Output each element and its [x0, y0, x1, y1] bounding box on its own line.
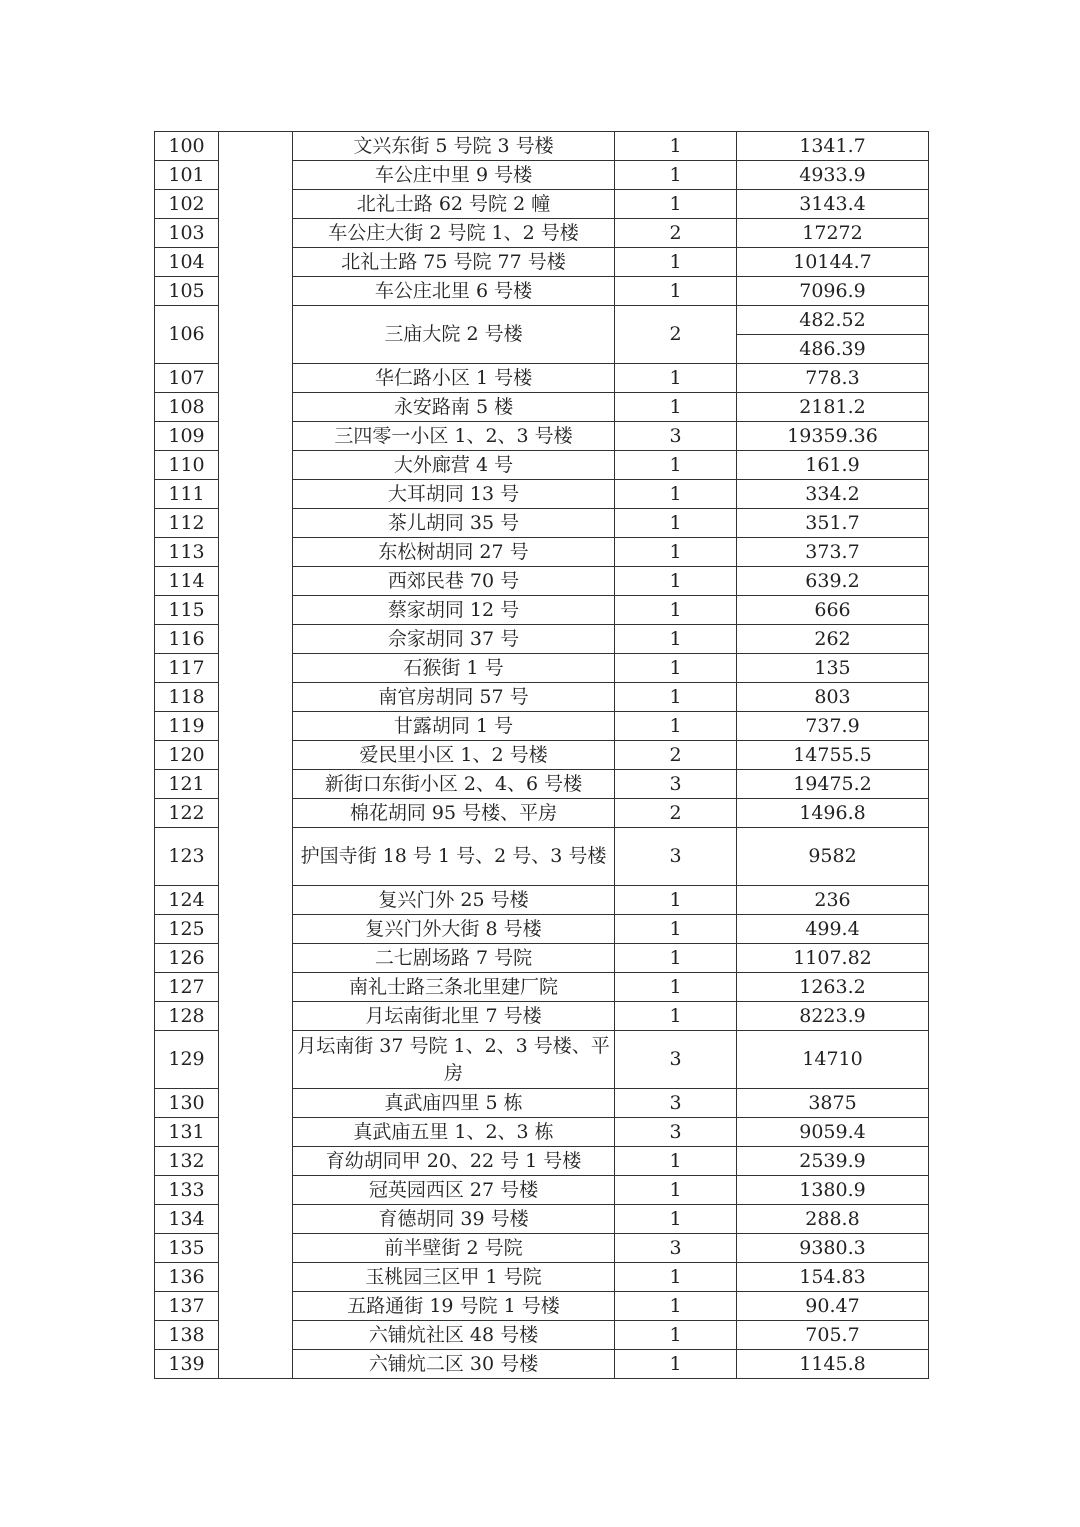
area-cell: 1341.7	[737, 132, 929, 161]
area-cell: 373.7	[737, 538, 929, 567]
address-cell: 车公庄大街 2 号院 1、2 号楼	[293, 219, 615, 248]
row-number-cell: 118	[155, 683, 219, 712]
building-count-cell: 1	[615, 277, 737, 306]
address-cell: 月坛南街北里 7 号楼	[293, 1002, 615, 1031]
address-cell: 大外廊营 4 号	[293, 451, 615, 480]
housing-table	[154, 131, 929, 1379]
table-row	[155, 132, 929, 161]
area-cell: 17272	[737, 219, 929, 248]
area-cell: 2539.9	[737, 1147, 929, 1176]
area-cell: 90.47	[737, 1292, 929, 1321]
area-cell: 262	[737, 625, 929, 654]
area-cell: 19475.2	[737, 770, 929, 799]
address-cell: 甘露胡同 1 号	[293, 712, 615, 741]
row-number-cell: 132	[155, 1147, 219, 1176]
row-number-cell: 116	[155, 625, 219, 654]
address-cell: 三四零一小区 1、2、3 号楼	[293, 422, 615, 451]
building-count-cell: 1	[615, 1292, 737, 1321]
building-count-cell: 1	[615, 1350, 737, 1379]
area-cell: 7096.9	[737, 277, 929, 306]
row-number-cell: 121	[155, 770, 219, 799]
building-count-cell: 3	[615, 422, 737, 451]
area-cell: 2181.2	[737, 393, 929, 422]
address-cell: 车公庄北里 6 号楼	[293, 277, 615, 306]
address-cell: 月坛南街 37 号院 1、2、3 号楼、平房	[293, 1031, 615, 1089]
row-number-cell: 117	[155, 654, 219, 683]
address-cell: 爱民里小区 1、2 号楼	[293, 741, 615, 770]
building-count-cell: 1	[615, 683, 737, 712]
address-cell: 石猴街 1 号	[293, 654, 615, 683]
building-count-cell: 2	[615, 799, 737, 828]
area-cell: 10144.7	[737, 248, 929, 277]
building-count-cell: 1	[615, 509, 737, 538]
row-number-cell: 127	[155, 973, 219, 1002]
row-number-cell: 137	[155, 1292, 219, 1321]
address-cell: 永安路南 5 楼	[293, 393, 615, 422]
address-cell: 育德胡同 39 号楼	[293, 1205, 615, 1234]
address-cell: 玉桃园三区甲 1 号院	[293, 1263, 615, 1292]
address-cell: 育幼胡同甲 20、22 号 1 号楼	[293, 1147, 615, 1176]
address-cell: 北礼士路 75 号院 77 号楼	[293, 248, 615, 277]
building-count-cell: 3	[615, 1234, 737, 1263]
building-count-cell: 3	[615, 1031, 737, 1089]
row-number-cell: 129	[155, 1031, 219, 1089]
address-cell: 前半壁街 2 号院	[293, 1234, 615, 1263]
area-cell: 705.7	[737, 1321, 929, 1350]
area-cell: 482.52	[737, 306, 929, 335]
address-cell: 真武庙四里 5 栋	[293, 1089, 615, 1118]
area-cell: 3875	[737, 1089, 929, 1118]
address-cell: 东松树胡同 27 号	[293, 538, 615, 567]
address-cell: 真武庙五里 1、2、3 栋	[293, 1118, 615, 1147]
row-number-cell: 115	[155, 596, 219, 625]
row-number-cell: 100	[155, 132, 219, 161]
building-count-cell: 3	[615, 770, 737, 799]
building-count-cell: 2	[615, 741, 737, 770]
building-count-cell: 1	[615, 712, 737, 741]
building-count-cell: 1	[615, 973, 737, 1002]
area-cell: 486.39	[737, 335, 929, 364]
area-cell: 135	[737, 654, 929, 683]
row-number-cell: 136	[155, 1263, 219, 1292]
row-number-cell: 124	[155, 886, 219, 915]
row-number-cell: 101	[155, 161, 219, 190]
area-cell: 1145.8	[737, 1350, 929, 1379]
address-cell: 复兴门外 25 号楼	[293, 886, 615, 915]
building-count-cell: 3	[615, 828, 737, 886]
area-cell: 351.7	[737, 509, 929, 538]
building-count-cell: 1	[615, 625, 737, 654]
address-cell: 南官房胡同 57 号	[293, 683, 615, 712]
building-count-cell: 1	[615, 944, 737, 973]
area-cell: 236	[737, 886, 929, 915]
building-count-cell: 1	[615, 1321, 737, 1350]
row-number-cell: 106	[155, 306, 219, 364]
building-count-cell: 1	[615, 248, 737, 277]
area-cell: 499.4	[737, 915, 929, 944]
row-number-cell: 134	[155, 1205, 219, 1234]
address-cell: 六铺炕社区 48 号楼	[293, 1321, 615, 1350]
address-cell: 棉花胡同 95 号楼、平房	[293, 799, 615, 828]
area-cell: 1496.8	[737, 799, 929, 828]
row-number-cell: 131	[155, 1118, 219, 1147]
row-number-cell: 123	[155, 828, 219, 886]
building-count-cell: 3	[615, 1089, 737, 1118]
row-number-cell: 110	[155, 451, 219, 480]
building-count-cell: 1	[615, 1147, 737, 1176]
area-cell: 4933.9	[737, 161, 929, 190]
building-count-cell: 1	[615, 1205, 737, 1234]
row-number-cell: 114	[155, 567, 219, 596]
address-cell: 车公庄中里 9 号楼	[293, 161, 615, 190]
building-count-cell: 1	[615, 393, 737, 422]
building-count-cell: 1	[615, 567, 737, 596]
row-number-cell: 104	[155, 248, 219, 277]
row-number-cell: 107	[155, 364, 219, 393]
address-cell: 佘家胡同 37 号	[293, 625, 615, 654]
building-count-cell: 1	[615, 538, 737, 567]
building-count-cell: 2	[615, 306, 737, 364]
building-count-cell: 2	[615, 219, 737, 248]
row-number-cell: 130	[155, 1089, 219, 1118]
row-number-cell: 113	[155, 538, 219, 567]
row-number-cell: 112	[155, 509, 219, 538]
building-count-cell: 1	[615, 596, 737, 625]
area-cell: 14755.5	[737, 741, 929, 770]
row-number-cell: 120	[155, 741, 219, 770]
row-number-cell: 111	[155, 480, 219, 509]
address-cell: 五路通街 19 号院 1 号楼	[293, 1292, 615, 1321]
area-cell: 1380.9	[737, 1176, 929, 1205]
area-cell: 737.9	[737, 712, 929, 741]
building-count-cell: 1	[615, 161, 737, 190]
address-cell: 文兴东街 5 号院 3 号楼	[293, 132, 615, 161]
area-cell: 778.3	[737, 364, 929, 393]
area-cell: 288.8	[737, 1205, 929, 1234]
building-count-cell: 1	[615, 915, 737, 944]
row-number-cell: 135	[155, 1234, 219, 1263]
area-cell: 9059.4	[737, 1118, 929, 1147]
row-number-cell: 105	[155, 277, 219, 306]
building-count-cell: 1	[615, 190, 737, 219]
row-number-cell: 119	[155, 712, 219, 741]
area-cell: 803	[737, 683, 929, 712]
address-cell: 南礼士路三条北里建厂院	[293, 973, 615, 1002]
row-number-cell: 122	[155, 799, 219, 828]
building-count-cell: 1	[615, 132, 737, 161]
address-cell: 西郊民巷 70 号	[293, 567, 615, 596]
area-cell: 9582	[737, 828, 929, 886]
address-cell: 华仁路小区 1 号楼	[293, 364, 615, 393]
building-count-cell: 1	[615, 451, 737, 480]
address-cell: 复兴门外大街 8 号楼	[293, 915, 615, 944]
row-number-cell: 128	[155, 1002, 219, 1031]
row-number-cell: 126	[155, 944, 219, 973]
district-cell	[219, 132, 293, 1379]
row-number-cell: 125	[155, 915, 219, 944]
address-cell: 六铺炕二区 30 号楼	[293, 1350, 615, 1379]
area-cell: 161.9	[737, 451, 929, 480]
area-cell: 19359.36	[737, 422, 929, 451]
building-count-cell: 1	[615, 480, 737, 509]
address-cell: 冠英园西区 27 号楼	[293, 1176, 615, 1205]
address-cell: 护国寺街 18 号 1 号、2 号、3 号楼	[293, 828, 615, 886]
table-body	[155, 132, 929, 1379]
row-number-cell: 133	[155, 1176, 219, 1205]
building-count-cell: 1	[615, 1263, 737, 1292]
building-count-cell: 1	[615, 886, 737, 915]
row-number-cell: 102	[155, 190, 219, 219]
area-cell: 14710	[737, 1031, 929, 1089]
row-number-cell: 138	[155, 1321, 219, 1350]
address-cell: 茶儿胡同 35 号	[293, 509, 615, 538]
area-cell: 8223.9	[737, 1002, 929, 1031]
building-count-cell: 3	[615, 1118, 737, 1147]
address-cell: 二七剧场路 7 号院	[293, 944, 615, 973]
row-number-cell: 103	[155, 219, 219, 248]
area-cell: 666	[737, 596, 929, 625]
area-cell: 1263.2	[737, 973, 929, 1002]
address-cell: 蔡家胡同 12 号	[293, 596, 615, 625]
area-cell: 154.83	[737, 1263, 929, 1292]
area-cell: 1107.82	[737, 944, 929, 973]
area-cell: 3143.4	[737, 190, 929, 219]
area-cell: 639.2	[737, 567, 929, 596]
address-cell: 北礼士路 62 号院 2 幢	[293, 190, 615, 219]
building-count-cell: 1	[615, 1176, 737, 1205]
address-cell: 三庙大院 2 号楼	[293, 306, 615, 364]
area-cell: 334.2	[737, 480, 929, 509]
building-count-cell: 1	[615, 654, 737, 683]
row-number-cell: 109	[155, 422, 219, 451]
building-count-cell: 1	[615, 364, 737, 393]
address-cell: 大耳胡同 13 号	[293, 480, 615, 509]
area-cell: 9380.3	[737, 1234, 929, 1263]
building-count-cell: 1	[615, 1002, 737, 1031]
row-number-cell: 139	[155, 1350, 219, 1379]
address-cell: 新街口东街小区 2、4、6 号楼	[293, 770, 615, 799]
row-number-cell: 108	[155, 393, 219, 422]
